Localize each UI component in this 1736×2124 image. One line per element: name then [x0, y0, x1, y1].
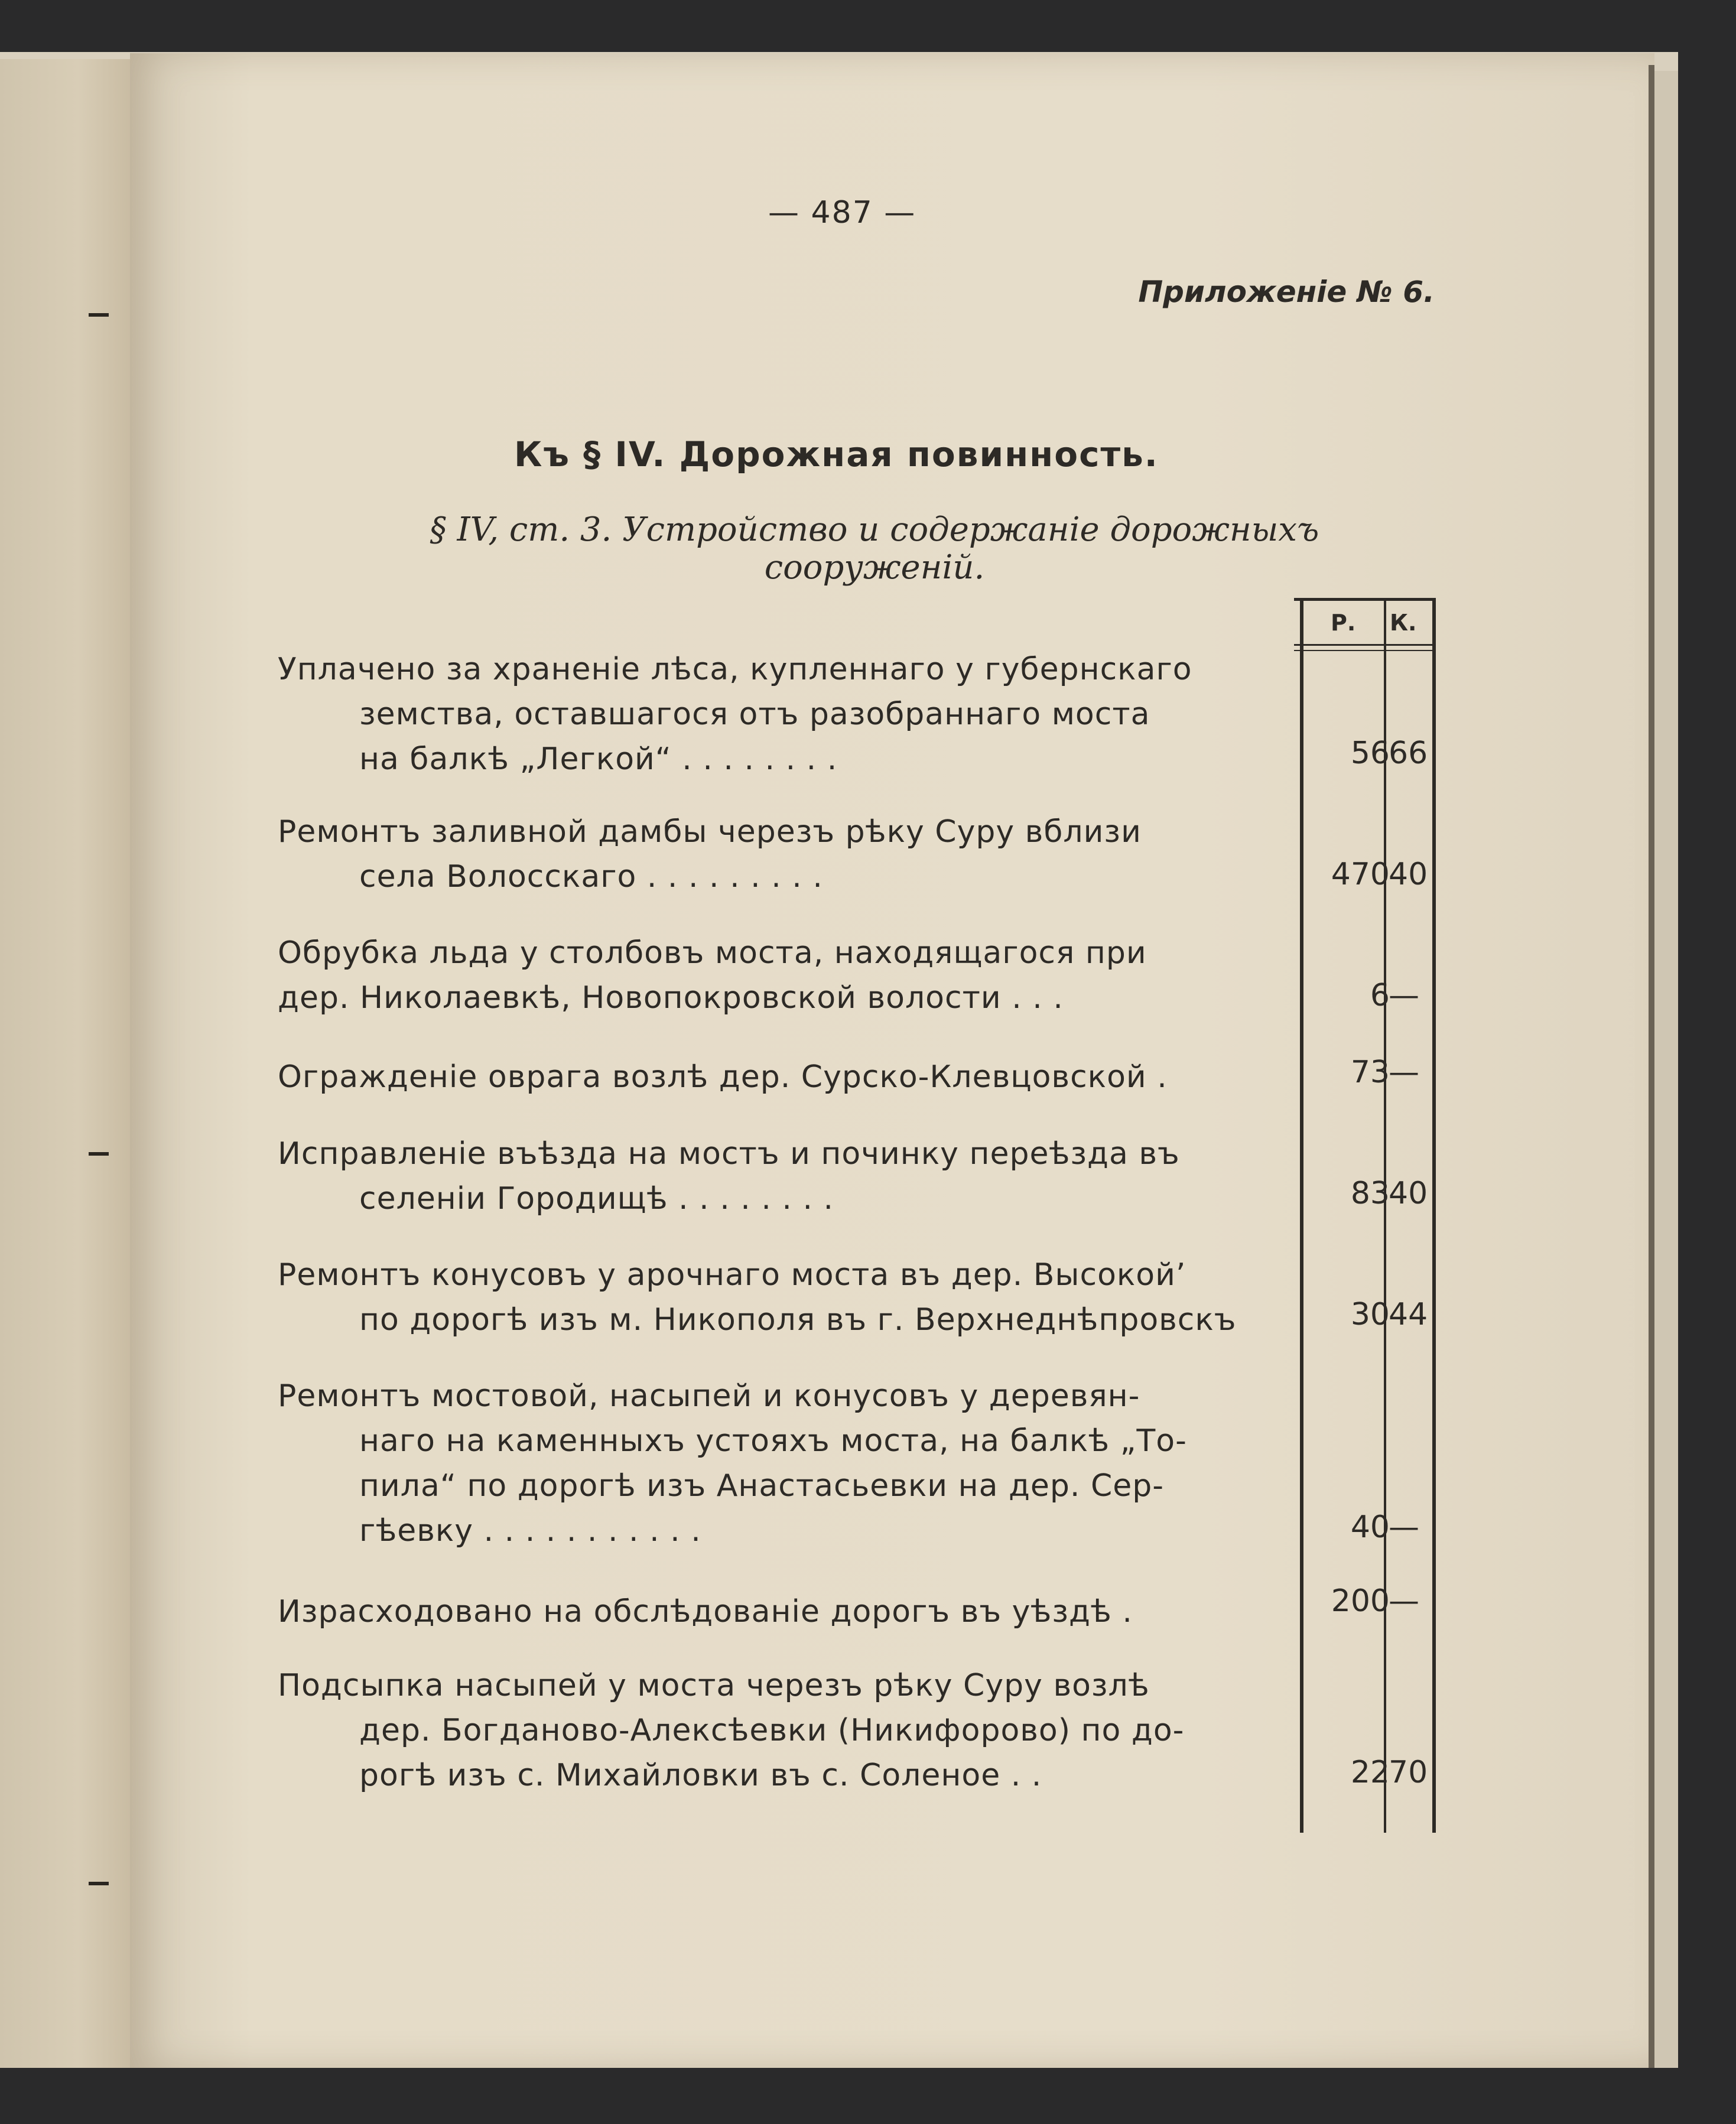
amount-rub: 30 — [1350, 1297, 1390, 1332]
page-edge-stack — [1654, 71, 1678, 2068]
amount-rub: 200 — [1331, 1583, 1390, 1619]
amount-kop: — — [1389, 1583, 1419, 1619]
entry-line: села Волосскаго . . . . . . . . . — [359, 859, 823, 895]
table-column-rule — [1384, 598, 1386, 1833]
entry-line: дер. Богданово-Алексѣевки (Никифорово) по до- — [359, 1713, 1185, 1748]
entry — [278, 1663, 1276, 1798]
column-header-rub: Р. — [1331, 610, 1356, 636]
amount-rub: 22 — [1350, 1755, 1390, 1790]
amount-rub: 40 — [1350, 1510, 1390, 1545]
amount-kop: — — [1389, 1510, 1419, 1545]
amount-kop: — — [1389, 1055, 1419, 1090]
table-header-rule — [1294, 644, 1436, 646]
subheading — [384, 511, 1365, 587]
entry-line: селенiи Городищѣ . . . . . . . . — [359, 1181, 834, 1216]
page-edge-shadow — [1649, 65, 1654, 2068]
amount-rub: 56 — [1350, 736, 1390, 771]
entry-line: рогѣ изъ с. Михайловки въ с. Соленое . . — [359, 1758, 1042, 1793]
entry — [278, 1131, 1276, 1221]
entry — [278, 1589, 1276, 1634]
section-heading: Къ § IV. Дорожная повинность. — [514, 434, 1159, 474]
entry-line: земства, оставшагося отъ разобраннаго моста — [359, 697, 1150, 732]
appendix-label: Приложенiе № 6. — [1138, 275, 1435, 309]
column-header-kop: К. — [1390, 610, 1417, 636]
entry-line: Исправленiе въѣзда на мостъ и починку переѣзда въ — [278, 1136, 1180, 1172]
amount-kop: 70 — [1389, 1755, 1428, 1790]
table-top-rule — [1294, 598, 1436, 601]
entry-line: Уплачено за храненiе лѣса, купленнаго у губернскаго — [278, 652, 1192, 687]
amount-rub: 470 — [1331, 857, 1390, 892]
entry-line: гѣевку . . . . . . . . . . . — [359, 1513, 701, 1549]
amount-rub: 73 — [1350, 1055, 1390, 1090]
margin-mark — [89, 1882, 109, 1885]
entry-line: Огражденiе оврага возлѣ дер. Сурско-Клевцовской . — [278, 1059, 1168, 1095]
entry-line: Ремонтъ заливной дамбы черезъ рѣку Суру вблизи — [278, 814, 1142, 850]
amount-rub: 83 — [1350, 1176, 1390, 1211]
subheading-line: § IV, ст. 3. Устройство и содержанiе дорожныхъ — [430, 510, 1319, 549]
entry-line: Подсыпка насыпей у моста черезъ рѣку Суру возлѣ — [278, 1668, 1150, 1703]
entry — [278, 931, 1276, 1020]
amount-rub: 6 — [1370, 978, 1390, 1013]
entry-line: Ремонтъ мостовой, насыпей и конусовъ у деревян- — [278, 1378, 1140, 1414]
entry-line: Ремонтъ конусовъ у арочнаго моста въ дер. Высокой’ — [278, 1257, 1186, 1293]
entry-line: Израсходовано на обслѣдованiе дорогъ въ уѣздѣ . — [278, 1594, 1133, 1629]
table-right-rule — [1432, 598, 1436, 1833]
table-left-rule — [1300, 598, 1303, 1833]
amount-kop: — — [1389, 978, 1419, 1013]
amount-kop: 66 — [1389, 736, 1428, 771]
left-page-edge — [0, 59, 130, 2068]
amount-kop: 44 — [1389, 1297, 1428, 1332]
page-number: — 487 — — [768, 195, 916, 230]
margin-mark — [89, 313, 109, 317]
table-header-rule — [1294, 650, 1436, 651]
amount-kop: 40 — [1389, 857, 1428, 892]
entry-line: на балкѣ „Легкой“ . . . . . . . . — [359, 741, 838, 777]
subheading-line: сооруженiй. — [764, 548, 985, 587]
entry — [278, 1374, 1276, 1553]
entry-line: Обрубка льда у столбовъ моста, находящагося при — [278, 935, 1147, 971]
margin-mark — [89, 1152, 109, 1156]
entry-line: пила“ по дорогѣ изъ Анастасьевки на дер. Сер- — [359, 1468, 1165, 1504]
entry — [278, 647, 1276, 782]
entry-line: дер. Николаевкѣ, Новопокровской волости . . . — [278, 980, 1064, 1016]
entry — [278, 1253, 1276, 1342]
amount-kop: 40 — [1389, 1176, 1428, 1211]
entry-line: по дорогѣ изъ м. Никополя въ г. Верхнеднѣпровскъ — [359, 1302, 1237, 1338]
entry — [278, 809, 1276, 899]
entry-line: наго на каменныхъ устояхъ моста, на балкѣ „То- — [359, 1423, 1187, 1459]
entry — [278, 1055, 1276, 1100]
